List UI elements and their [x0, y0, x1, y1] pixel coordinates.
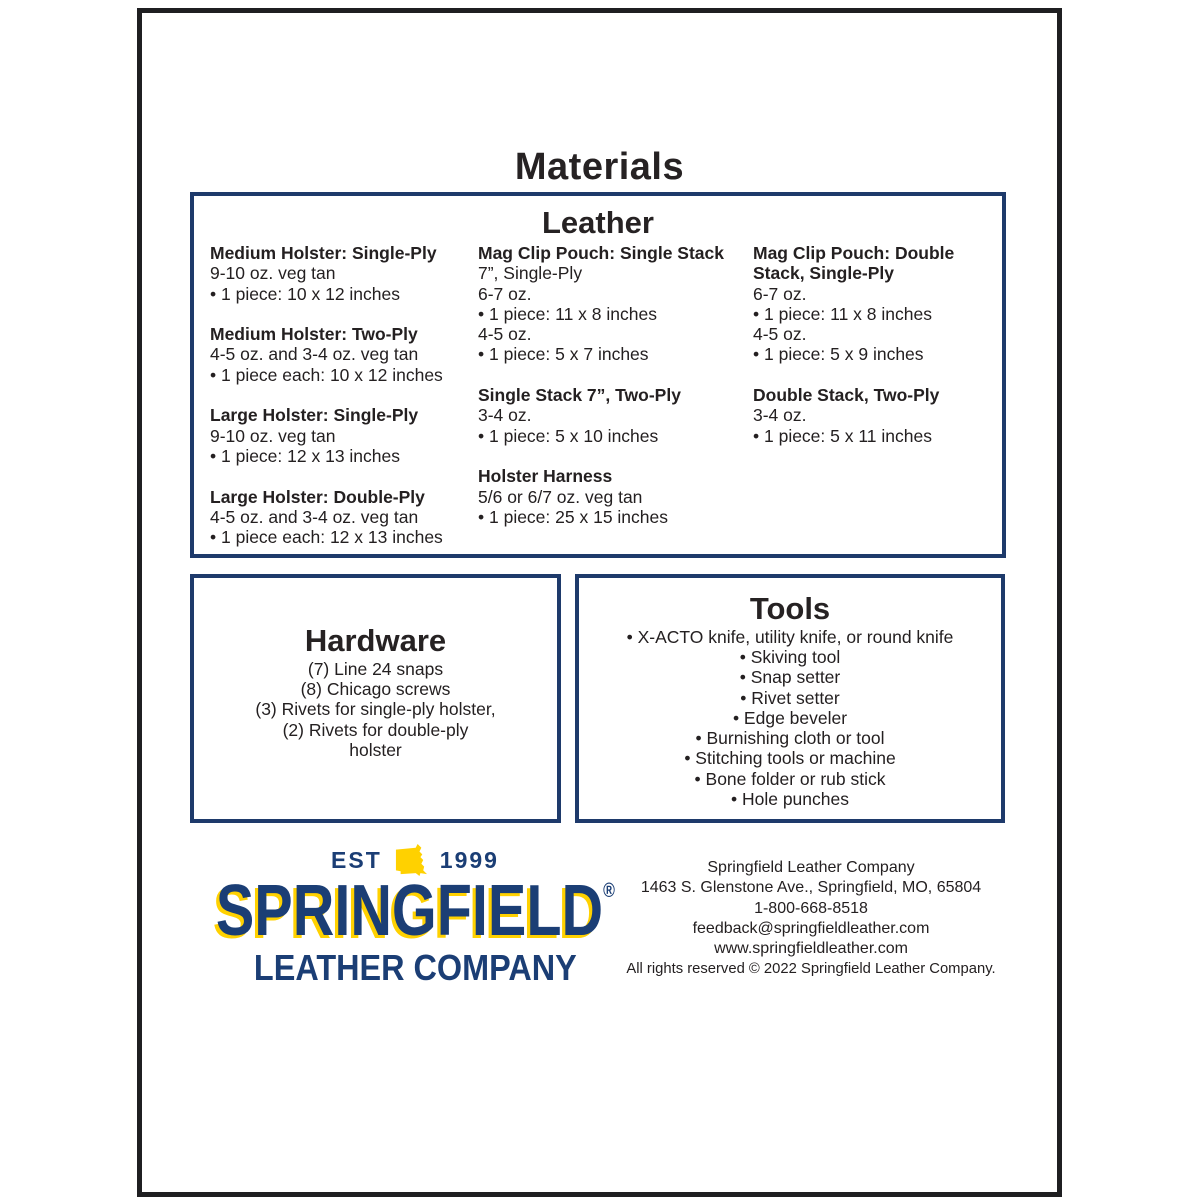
- hardware-list: [194, 659, 557, 760]
- material-title: Mag Clip Pouch: Single Stack: [478, 243, 725, 263]
- material-line: 6-7 oz.: [753, 283, 807, 304]
- logo-est-label: EST: [331, 846, 382, 873]
- material-title: Single Stack 7”, Two-Ply: [478, 385, 681, 406]
- material-line: • 1 piece: 5 x 9 inches: [753, 344, 924, 365]
- material-group: [753, 243, 975, 365]
- material-line: 4-5 oz. and 3-4 oz. veg tan: [210, 344, 419, 365]
- logo-year-label: 1999: [439, 846, 499, 873]
- material-line: • 1 piece: 5 x 11 inches: [753, 425, 932, 446]
- material-group: [478, 385, 750, 446]
- material-title: Large Holster: Double-Ply: [210, 486, 425, 507]
- text-line: • X-ACTO knife, utility knife, or round knife: [626, 626, 954, 647]
- material-title: Double Stack, Two-Ply: [753, 385, 940, 406]
- material-line: • 1 piece: 25 x 15 inches: [478, 506, 668, 527]
- text-line: • Edge beveler: [732, 707, 848, 728]
- text-line: • Rivet setter: [740, 687, 840, 708]
- tools-section: [575, 574, 1005, 823]
- material-line: • 1 piece: 5 x 7 inches: [478, 344, 649, 365]
- material-line: • 1 piece: 5 x 10 inches: [478, 425, 659, 446]
- material-title: Mag Clip Pouch: Double Stack, Single-Ply: [753, 243, 955, 284]
- material-line: 4-5 oz. and 3-4 oz. veg tan: [210, 506, 419, 527]
- page-title: Materials: [514, 146, 685, 188]
- material-group: [210, 487, 472, 548]
- material-line: 4-5 oz.: [753, 324, 807, 345]
- material-line: 7”, Single-Ply: [478, 263, 583, 284]
- registered-trademark-icon: ®: [602, 880, 615, 902]
- text-line: • Bone folder or rub stick: [694, 768, 886, 789]
- leather-column-1: [210, 243, 472, 568]
- text-line: www.springfieldleather.com: [714, 940, 908, 958]
- material-title: Medium Holster: Two-Ply: [210, 324, 418, 345]
- material-group: [753, 385, 975, 446]
- material-line: 3-4 oz.: [753, 405, 807, 426]
- leather-column-3: [753, 243, 975, 466]
- material-group: [210, 324, 472, 385]
- text-line: (2) Rivets for double-ply: [282, 719, 469, 740]
- material-line: • 1 piece each: 12 x 13 inches: [210, 527, 443, 548]
- text-line: • Burnishing cloth or tool: [695, 728, 885, 749]
- logo-wordmark: SPRINGFIELD®: [215, 871, 615, 951]
- text-line: (3) Rivets for single-ply holster,: [255, 699, 496, 720]
- material-title: Large Holster: Single-Ply: [210, 405, 419, 426]
- material-line: • 1 piece: 11 x 8 inches: [478, 303, 657, 324]
- text-line: • Hole punches: [730, 789, 849, 810]
- material-group: [478, 466, 750, 527]
- text-line: • Skiving tool: [739, 646, 841, 667]
- material-group: [478, 243, 750, 365]
- text-line: All rights reserved © 2022 Springfield Leather Company.: [626, 961, 996, 978]
- material-line: 5/6 or 6/7 oz. veg tan: [478, 486, 643, 507]
- material-line: • 1 piece: 10 x 12 inches: [210, 283, 400, 304]
- material-line: 3-4 oz.: [478, 405, 532, 426]
- material-title: Medium Holster: Single-Ply: [210, 243, 437, 263]
- leather-section: [190, 192, 1006, 558]
- material-group: [210, 243, 472, 304]
- material-line: • 1 piece each: 10 x 12 inches: [210, 364, 443, 385]
- text-line: Springfield Leather Company: [707, 859, 915, 876]
- leather-heading: Leather: [542, 205, 654, 240]
- text-line: • Stitching tools or machine: [684, 748, 896, 769]
- logo-subtitle: LEATHER COMPANY: [253, 947, 577, 989]
- material-line: • 1 piece: 11 x 8 inches: [753, 303, 932, 324]
- tools-heading: Tools: [749, 591, 831, 626]
- material-line: • 1 piece: 12 x 13 inches: [210, 445, 400, 466]
- tools-list: [579, 627, 1001, 810]
- text-line: 1-800-668-8518: [754, 899, 868, 917]
- text-line: feedback@springfieldleather.com: [692, 919, 930, 937]
- contact-info: [610, 858, 1012, 980]
- material-line: 9-10 oz. veg tan: [210, 425, 336, 446]
- text-line: (8) Chicago screws: [300, 678, 451, 699]
- hardware-heading: Hardware: [304, 623, 447, 658]
- material-title: Holster Harness: [478, 466, 613, 487]
- leather-column-2: [478, 243, 750, 547]
- hardware-section: [190, 574, 561, 823]
- text-line: holster: [349, 739, 402, 760]
- material-line: 9-10 oz. veg tan: [210, 263, 336, 284]
- text-line: 1463 S. Glenstone Ave., Springfield, MO, 65804: [640, 879, 982, 897]
- material-line: 4-5 oz.: [478, 324, 532, 345]
- text-line: (7) Line 24 snaps: [307, 658, 444, 679]
- material-group: [210, 405, 472, 466]
- text-line: • Snap setter: [739, 667, 841, 688]
- material-line: 6-7 oz.: [478, 283, 532, 304]
